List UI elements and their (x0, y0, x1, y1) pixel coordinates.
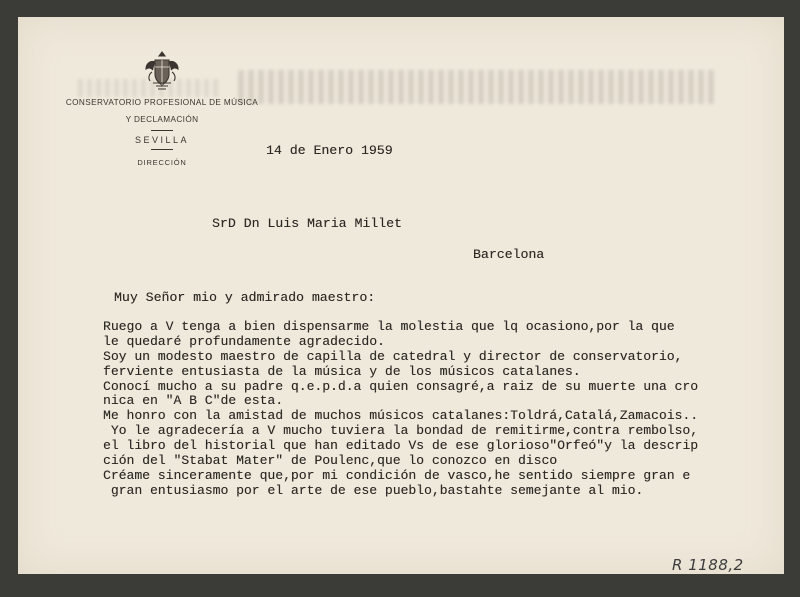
letterhead-department: DIRECCIÓN (137, 158, 187, 167)
archive-reference: R 1188,2 (672, 556, 744, 574)
recipient-city: Barcelona (473, 247, 545, 262)
body-line: Soy un modesto maestro de capilla de catedral y director de conservatorio, (103, 348, 683, 364)
letterhead-divider-2 (151, 149, 173, 150)
body-line: Yo le agradecería a V mucho tuviera la bondad de remitirme,contra rembolso, (103, 423, 699, 439)
institution-name-line2: Y DECLAMACIÓN (125, 115, 199, 124)
body-line: Ruego a V tenga a bien dispensarme la molestia que lq ocasiono,por la que (103, 319, 675, 334)
institution-name: CONSERVATORIO PROFESIONAL DE MÚSICA (65, 98, 259, 107)
body-line: Créame sinceramente que,por mi condición de vasco,he sentido siempre gran e (103, 467, 691, 483)
body-line: ferviente entusiasta de la música y de los músicos catalanes. (103, 363, 581, 379)
body-line: ción del "Stabat Mater" de Poulenc,que lo conozco en disco (103, 453, 558, 469)
bleed-through-text (238, 70, 718, 104)
letterhead-city: SEVILLA (134, 135, 190, 145)
letter-greeting: Muy Señor mio y admirado maestro: (114, 290, 376, 305)
body-line: Me honro con la amistad de muchos músicos catalanes:Toldrá,Catalá,Zamacois.. (103, 408, 699, 424)
body-line: le quedaré profundamente agradecido. (103, 333, 385, 349)
body-line: Conocí mucho a su padre q.e.p.d.a quien consagré,a raiz de su muerte una cro (103, 378, 699, 394)
body-line: el libro del historial que han editado Vs de ese glorioso"Orfeó"y la descrip (103, 438, 699, 454)
body-line: nica en "A B C"de esta. (103, 393, 284, 409)
letterhead-divider (151, 130, 173, 131)
letter-body (103, 320, 698, 499)
recipient-name: SrD Dn Luis Maria Millet (212, 216, 402, 231)
body-line: gran entusiasmo por el arte de ese pueblo,bastahte semejante al mio. (103, 482, 644, 498)
letterhead (62, 50, 262, 170)
letter-date: 14 de Enero 1959 (266, 143, 393, 158)
coat-of-arms-icon (144, 50, 180, 94)
